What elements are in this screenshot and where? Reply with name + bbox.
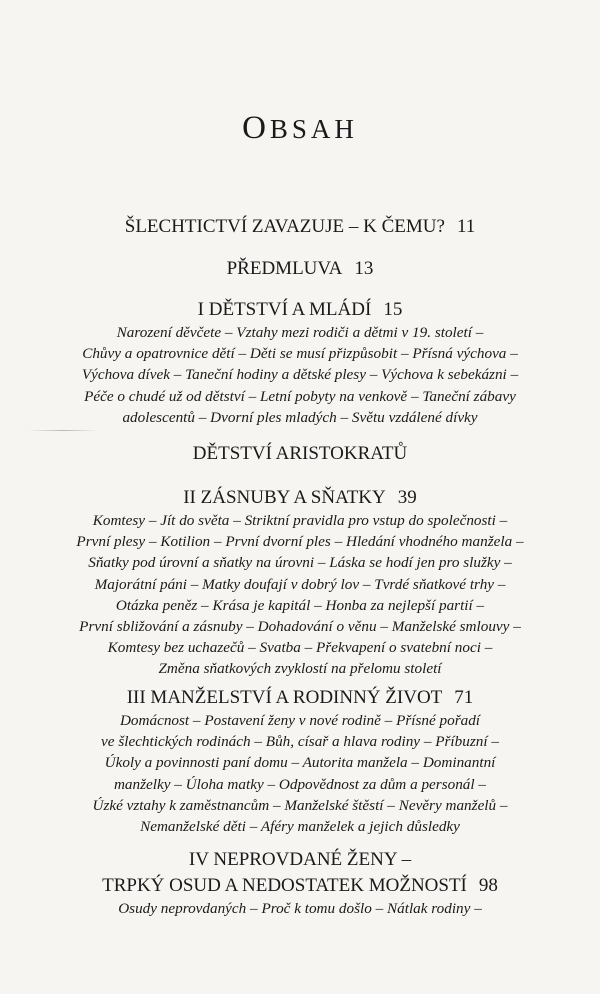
subtopic-line: Sňatky pod úrovní a sňatky na úrovni – Láska se hodí jen pro služky – (88, 554, 512, 572)
toc-entry-title: III MANŽELSTVÍ A RODINNÝ ŽIVOT (126, 687, 443, 708)
subtopic-line: Komtesy – Jít do světa – Striktní pravidla pro vstup do společnosti – (92, 512, 508, 529)
toc-entry-page: 13 (354, 258, 374, 279)
toc-entry-title: ŠLECHTICTVÍ ZAVAZUJE – K ČEMU? (124, 216, 445, 237)
subtopic-line: Výchova dívek – Taneční hodiny a dětské plesy – Výchova k sebekázni – (81, 366, 519, 384)
title-rest: BSAH (269, 114, 358, 144)
toc-entry-title: DĚTSTVÍ ARISTOKRATŮ (192, 443, 408, 464)
toc-entry-heading (0, 486, 600, 510)
toc-entry-subtopics (0, 710, 600, 837)
subtopic-line: Nemanželské děti – Aféry manželek a jejich důsledky (140, 817, 460, 835)
toc-entry-heading (0, 257, 600, 281)
subtopic-line: Komtesy bez uchazečů – Svatba – Překvapení o svatební noci – (107, 639, 493, 657)
toc-entry-title: TRPKÝ OSUD A NEDOSTATEK MOŽNOSTÍ (102, 875, 467, 896)
toc-entry-page: 98 (478, 875, 498, 896)
toc-entry-heading (0, 442, 600, 466)
subtopic-line: Péče o chudé už od dětství – Letní pobyty na venkově – Taneční zábavy (84, 387, 516, 405)
subtopic-line: Otázka peněz – Krása je kapitál – Honba za nejlepší partií – (115, 596, 485, 614)
subtopic-line: Domácnost – Postavení ženy v nové rodině – Přísné pořadí (119, 712, 481, 729)
toc-entry-page: 15 (383, 299, 403, 320)
subtopic-line: Osudy neprovdaných – Proč k tomu došlo – Nátlak rodiny – (118, 900, 482, 917)
subtopic-line: Změna sňatkových zvyklostí na přelomu století (158, 660, 442, 678)
title-initial: O (242, 110, 270, 146)
toc-entry-page: 71 (454, 687, 474, 708)
page-title (0, 110, 600, 147)
subtopic-line: ve šlechtických rodinách – Bůh, císař a hlava rodiny – Příbuzní – (101, 733, 499, 751)
subtopic-line: Úkoly a povinnosti paní domu – Autorita manžela – Dominantní (104, 754, 496, 772)
toc-entry-title: I DĚTSTVÍ A MLÁDÍ (197, 299, 372, 320)
toc-entry-heading (0, 298, 600, 322)
subtopic-line: manželky – Úloha matky – Odpovědnost za dům a personál – (113, 775, 487, 793)
toc-entry-subtopics (0, 322, 600, 428)
toc-entry-title: PŘEDMLUVA (226, 258, 343, 279)
toc-entry-heading (0, 686, 600, 710)
subtopic-line: Majorátní páni – Matky doufají v dobrý lov – Tvrdé sňatkové trhy – (94, 575, 506, 593)
toc-entry-heading (0, 215, 600, 239)
toc-entry-title: IV NEPROVDANÉ ŽENY – (188, 849, 412, 870)
subtopic-line: adolescentů – Dvorní ples mladých – Světu vzdálené dívky (122, 408, 478, 426)
toc-entry-heading (0, 874, 600, 898)
toc-entry-heading (0, 848, 600, 872)
subtopic-line: Úzké vztahy k zaměstnancům – Manželské štěstí – Nevěry manželů – (92, 796, 508, 814)
subtopic-line: Narození děvčete – Vztahy mezi rodiči a dětmi v 19. století – (116, 324, 484, 341)
subtopic-line: První sbližování a zásnuby – Dohadování o věnu – Manželské smlouvy – (79, 617, 521, 635)
scan-mark (28, 430, 98, 431)
subtopic-line: První plesy – Kotilion – První dvorní ples – Hledání vhodného manžela – (76, 533, 524, 551)
toc-entry-title: II ZÁSNUBY A SŇATKY (183, 487, 386, 508)
toc-entry-page: 39 (397, 487, 417, 508)
toc-entry-page: 11 (456, 216, 476, 237)
toc-entry-subtopics (0, 510, 600, 680)
toc-entry-subtopics (0, 898, 600, 919)
subtopic-line: Chůvy a opatrovnice dětí – Děti se musí přizpůsobit – Přísná výchova – (82, 345, 518, 363)
